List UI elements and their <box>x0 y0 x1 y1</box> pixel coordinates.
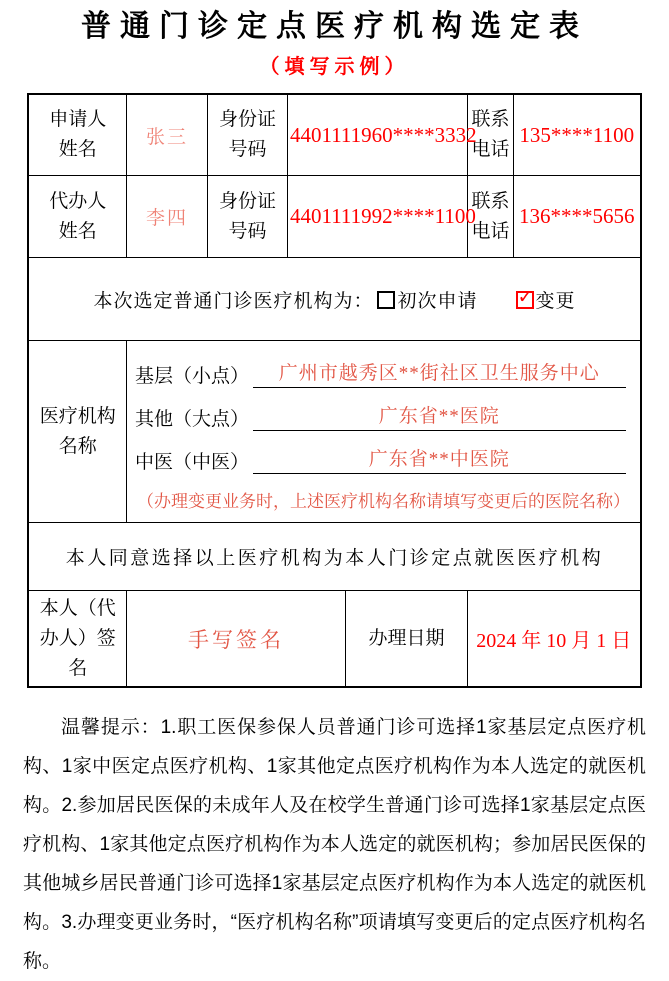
date-value: 2024 年 10 月 1 日 <box>468 591 641 688</box>
applicant-name-value: 张三 <box>126 94 207 176</box>
agent-phone-label: 联系 电话 <box>468 176 514 258</box>
agent-name-label: 代办人 姓名 <box>28 176 126 258</box>
applicant-phone-value: 135****1100 <box>514 94 641 176</box>
agent-row <box>28 176 640 258</box>
applicant-row <box>28 94 640 176</box>
option-change-label: 变更 <box>535 290 576 312</box>
selection-prefix: 本次选定普通门诊医疗机构为： <box>93 290 374 312</box>
signature-label: 本人（代办人）签名 <box>28 591 126 688</box>
agent-phone-value: 136****5656 <box>514 176 641 258</box>
page-subtitle: （填写示例） <box>259 56 410 78</box>
applicant-phone-label: 联系 电话 <box>468 94 514 176</box>
institution-line-other <box>133 401 630 431</box>
primary-label: 基层（小点） <box>134 365 249 387</box>
institution-note: （办理变更业务时，上述医疗机构名称请填写变更后的医院名称） <box>136 491 630 511</box>
checkbox-change-icon[interactable] <box>516 285 535 309</box>
agreement-text: 本人同意选择以上医疗机构为本人门诊定点就医医疗机构 <box>28 523 640 591</box>
selection-row <box>28 258 640 341</box>
agreement-row <box>28 523 640 591</box>
agent-name-value: 李四 <box>126 176 207 258</box>
institution-line-primary <box>133 358 630 388</box>
option-initial-label: 初次申请 <box>397 290 478 312</box>
date-label: 办理日期 <box>345 591 467 688</box>
checkbox-initial-application-icon[interactable] <box>377 291 395 309</box>
form-table <box>27 93 641 688</box>
institution-fields <box>126 341 640 523</box>
applicant-id-label: 身份证 号码 <box>207 94 287 176</box>
agent-id-label: 身份证 号码 <box>207 176 287 258</box>
institution-row <box>28 341 640 523</box>
applicant-id-value: 4401111960****3332 <box>287 94 467 176</box>
other-value: 广东省**医院 <box>253 401 626 431</box>
institution-line-tcm <box>133 444 630 474</box>
other-label: 其他（大点） <box>134 408 249 430</box>
page-title: 普通门诊定点医疗机构选定表 <box>81 10 588 43</box>
selection-cell <box>28 258 640 341</box>
agent-id-value: 4401111992****1100 <box>287 176 467 258</box>
applicant-name-label: 申请人 姓名 <box>28 94 126 176</box>
institution-label: 医疗机构 名称 <box>28 341 126 523</box>
signature-row <box>28 591 640 688</box>
footer-note: 温馨提示：1.职工医保参保人员普通门诊可选择1家基层定点医疗机构、1家中医定点医疗机构、1家其他定点医疗机构作为本人选定的就医机构。2.参加居民医保的未成年人及在校学生普通门诊可选择1家基层定点医疗机构、1家其他定点医疗机构作为本人选定的就医机构；参加居民医保的其他城乡居民普通门诊可选择1家基层定点医疗机构作为本人选定的就医机构。3.办理变更业务时，“医疗机构名称”项请填写变更后的定点医疗机构名称。 <box>23 717 646 972</box>
signature-value: 手写签名 <box>126 591 345 688</box>
tcm-value: 广东省**中医院 <box>253 444 626 474</box>
check-icon: ✓ <box>517 285 535 308</box>
primary-value: 广州市越秀区**街社区卫生服务中心 <box>253 358 626 388</box>
tcm-label: 中医（中医） <box>134 451 249 473</box>
